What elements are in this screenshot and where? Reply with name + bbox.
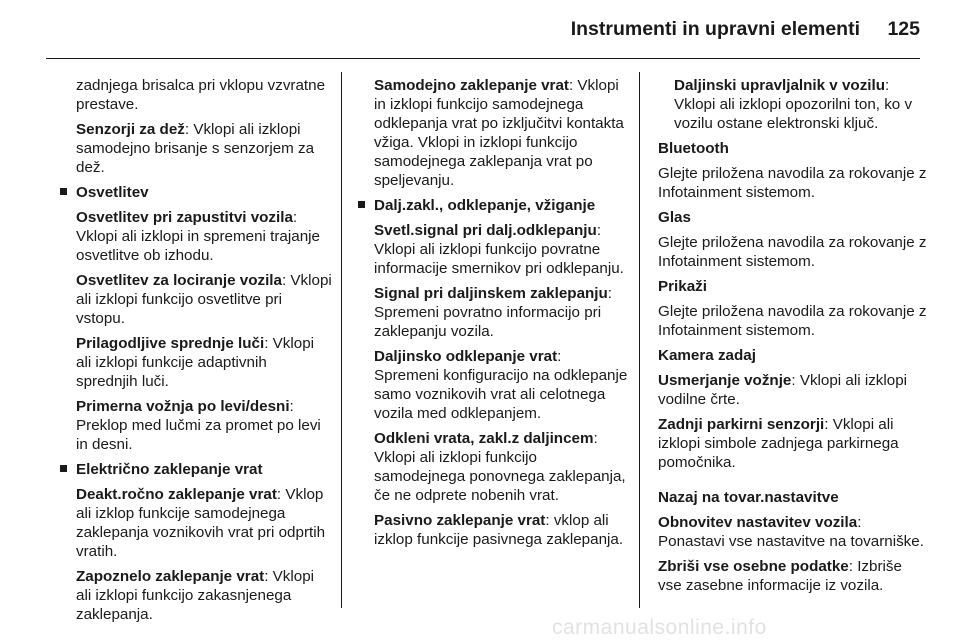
setting-description: : Vklopi ali izklopi funkcije adaptivnih sprednjih luči. [76,335,315,390]
watermark-text: carmanualsonline.info [552,616,767,639]
setting-entry [60,567,332,624]
setting-description: : Vklopi ali izklopi in spremeni trajanje osvetlitve ob izhodu. [76,209,320,264]
column-divider-2 [639,72,640,608]
setting-entry [658,513,928,551]
setting-entry [60,397,332,454]
setting-description: : Preklop med lučmi za promet po levi in desni. [76,398,321,453]
setting-label: Pasivno zaklepanje vrat [374,512,546,529]
setting-entry [60,271,332,328]
setting-label: Daljinski upravljalnik v vozilu [674,77,886,94]
section-heading-reset: Nazaj na tovar.nastavitve [658,489,839,506]
column-3 [658,76,928,601]
bullet-square-icon [60,188,67,195]
setting-label: Deakt.ročno zaklepanje vrat [76,486,277,503]
intro-text: zadnjega brisalca pri vklopu vzvratne prestave. [76,77,326,113]
section-heading-prikazi: Prikaži [658,278,707,295]
setting-entry [60,120,332,177]
setting-description: : Vklopi ali izklopi samodejno brisanje s senzorjem za dež. [76,121,315,176]
setting-entry [358,429,628,505]
setting-entry [60,485,332,561]
setting-description: : Spremeni povratno informacijo pri zaklepanju vozila. [374,285,613,340]
setting-label: Odkleni vrata, zakl.z daljincem [374,430,594,447]
setting-description: : Vklop ali izklop funkcije samodejnega zaklepanja voznikovih vrat pri odprtih vratih. [76,486,326,560]
setting-description: : Vklopi ali izklopi funkcijo osvetlitve pri vstopu. [76,272,332,327]
setting-label: Zapoznelo zaklepanje vrat [76,568,265,585]
section-heading-glas: Glas [658,209,691,226]
setting-description: : Vklopi ali izklopi funkcijo zakasnjenega zaklepanja. [76,568,315,623]
setting-label: Daljinsko odklepanje vrat [374,348,558,365]
setting-description: : Vklopi ali izklopi opozorilni ton, ko v vozilu ostane elektronski ključ. [674,77,913,132]
setting-description: : Izbriše vse zasebne informacije iz vozila. [658,558,902,594]
setting-label: Svetl.signal pri dalj.odklepanju [374,222,597,239]
page-number: 125 [887,18,920,40]
setting-label: Signal pri daljinskem zaklepanju [374,285,608,302]
bullet-heading-remote [358,196,628,215]
column-divider-1 [341,72,342,608]
setting-entry [358,76,628,190]
setting-entry [60,208,332,265]
setting-label: Usmerjanje vožnje [658,372,792,389]
setting-description: : Spremeni konfiguracijo na odklepanje samo voznikovih vrat ali celotnega vozila med odklepanjem. [374,348,628,422]
section-text: Glejte priložena navodila za rokovanje z Infotainment sistemom. [658,234,927,270]
setting-description: : Vklopi ali izklopi vodilne črte. [658,372,908,408]
bullet-heading-locking [60,460,332,479]
setting-label: Prilagodljive sprednje luči [76,335,265,352]
setting-entry [358,347,628,423]
setting-entry [658,415,928,472]
section-heading-bluetooth: Bluetooth [658,140,729,157]
setting-description: : Ponastavi vse nastavitve na tovarniške. [658,514,924,550]
bullet-heading-text: Električno zaklepanje vrat [76,461,263,478]
header-divider [46,58,920,59]
setting-label: Osvetlitev za lociranje vozila [76,272,282,289]
setting-entry [60,334,332,391]
setting-label: Primerna vožnja po levi/desni [76,398,290,415]
column-2 [358,76,628,555]
setting-description: : Vklopi ali izklopi funkcijo povratne informacije smernikov pri odklepanju. [374,222,624,277]
setting-label: Senzorji za dež [76,121,185,138]
bullet-square-icon [358,201,365,208]
setting-description: : Vklopi ali izklopi funkcijo samodejnega ponovnega zaklepanja, če ne odprete nobenih vrat. [374,430,626,504]
bullet-heading-text: Dalj.zakl., odklepanje, vžiganje [374,197,596,214]
section-heading-camera: Kamera zadaj [658,347,756,364]
setting-description: : Vklopi ali izklopi simbole zadnjega parkirnega pomočnika. [658,416,899,471]
column-1 [60,76,332,630]
setting-description: : vklop ali izklop funkcije pasivnega zaklepanja. [374,512,624,548]
bullet-heading-text: Osvetlitev [76,184,149,201]
section-text: Glejte priložena navodila za rokovanje z Infotainment sistemom. [658,165,927,201]
setting-label: Osvetlitev pri zapustitvi vozila [76,209,293,226]
setting-label: Samodejno zaklepanje vrat [374,77,569,94]
bullet-square-icon [60,465,67,472]
setting-entry [658,371,928,409]
bullet-heading-lighting [60,183,332,202]
page-header-title: Instrumenti in upravni elementi [570,18,860,40]
setting-entry [658,557,928,595]
setting-label: Obnovitev nastavitev vozila [658,514,858,531]
setting-label: Zbriši vse osebne podatke [658,558,849,575]
setting-description: : Vklopi in izklopi funkcijo samodejnega odklepanja vrat po izključitvi kontakta vžiga. Vklopi in izklopi funkcijo samodejnega zaklepanja vrat po speljevanju. [374,77,624,189]
setting-entry [358,221,628,278]
setting-label: Zadnji parkirni senzorji [658,416,825,433]
section-text: Glejte priložena navodila za rokovanje z Infotainment sistemom. [658,303,927,339]
setting-entry [658,76,928,133]
setting-entry [358,511,628,549]
setting-entry [358,284,628,341]
